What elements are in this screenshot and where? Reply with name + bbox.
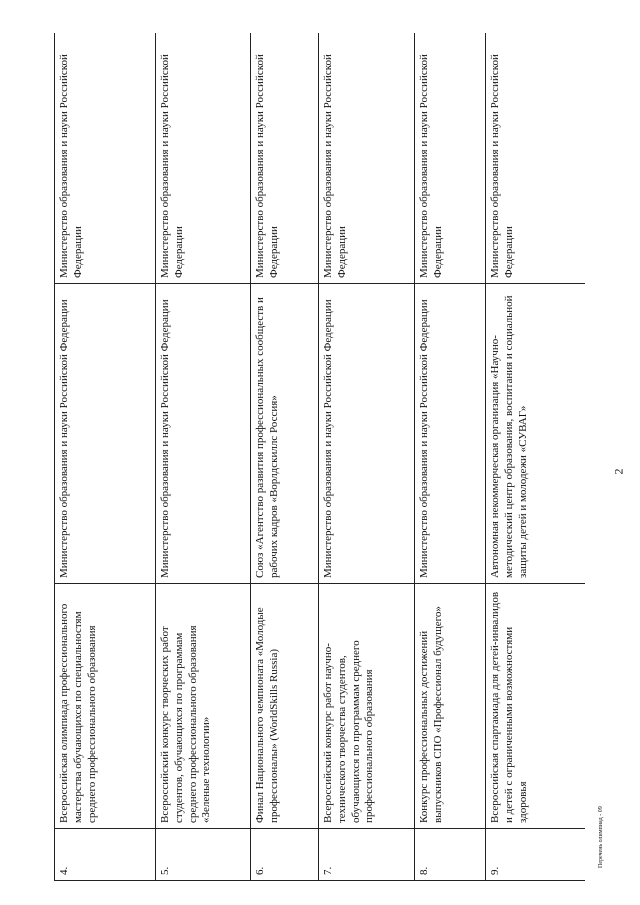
event-name: Всероссийский конкурс творческих работ студентов, обучающихся по программам среднего профессионального образования «Зеленые технологии» [156, 584, 251, 829]
table-row [415, 33, 486, 881]
row-number: 8. [415, 829, 486, 881]
ministry-name: Министерство образования и науки Российской Федерации [415, 33, 486, 284]
page-number: 2 [611, 468, 626, 475]
organizer-name: Автономная некоммерческая организация «Научно-методический центр образования, воспитания и социальной защиты детей и молодежи «СУВАГ» [486, 284, 586, 584]
event-name: Финал Национального чемпионата «Молодые профессионалы» (WorldSkills Russia) [251, 584, 319, 829]
event-name: Всероссийская олимпиада профессионального мастерства обучающихся по специальностям среднего профессионального образования [55, 584, 156, 829]
olympiad-table [54, 33, 585, 881]
ministry-name: Министерство образования и науки Российской Федерации [156, 33, 251, 284]
ministry-name: Министерство образования и науки Российской Федерации [486, 33, 586, 284]
event-name: Всероссийская спартакиада для детей-инвалидов и детей с ограниченными возможностями здоровья [486, 584, 586, 829]
organizer-name: Союз «Агентство развития профессиональных сообществ и рабочих кадров «Ворлдскиллс Россия» [251, 284, 319, 584]
table-row [251, 33, 319, 881]
table-row [319, 33, 415, 881]
organizer-name: Министерство образования и науки Российской Федерации [415, 284, 486, 584]
ministry-name: Министерство образования и науки Российской Федерации [251, 33, 319, 284]
ministry-name: Министерство образования и науки Российской Федерации [55, 33, 156, 284]
table-row [156, 33, 251, 881]
row-number: 5. [156, 829, 251, 881]
organizer-name: Министерство образования и науки Российской Федерации [55, 284, 156, 584]
event-name: Конкурс профессиональных достижений выпускников СПО «Профессионал будущего» [415, 584, 486, 829]
ministry-name: Министерство образования и науки Российской Федерации [319, 33, 415, 284]
row-number: 9. [486, 829, 586, 881]
table-row [55, 33, 156, 881]
row-number: 6. [251, 829, 319, 881]
row-number: 4. [55, 829, 156, 881]
organizer-name: Министерство образования и науки Российской Федерации [156, 284, 251, 584]
footer-label: Перечень олимпиад - 09 [598, 806, 604, 868]
row-number: 7. [319, 829, 415, 881]
organizer-name: Министерство образования и науки Российской Федерации [319, 284, 415, 584]
rotated-table [54, 33, 585, 881]
table-row [486, 33, 586, 881]
event-name: Всероссийский конкурс работ научно-технического творчества студентов, обучающихся по программам среднего профессионального образования [319, 584, 415, 829]
olympiad-table-container [54, 33, 585, 881]
